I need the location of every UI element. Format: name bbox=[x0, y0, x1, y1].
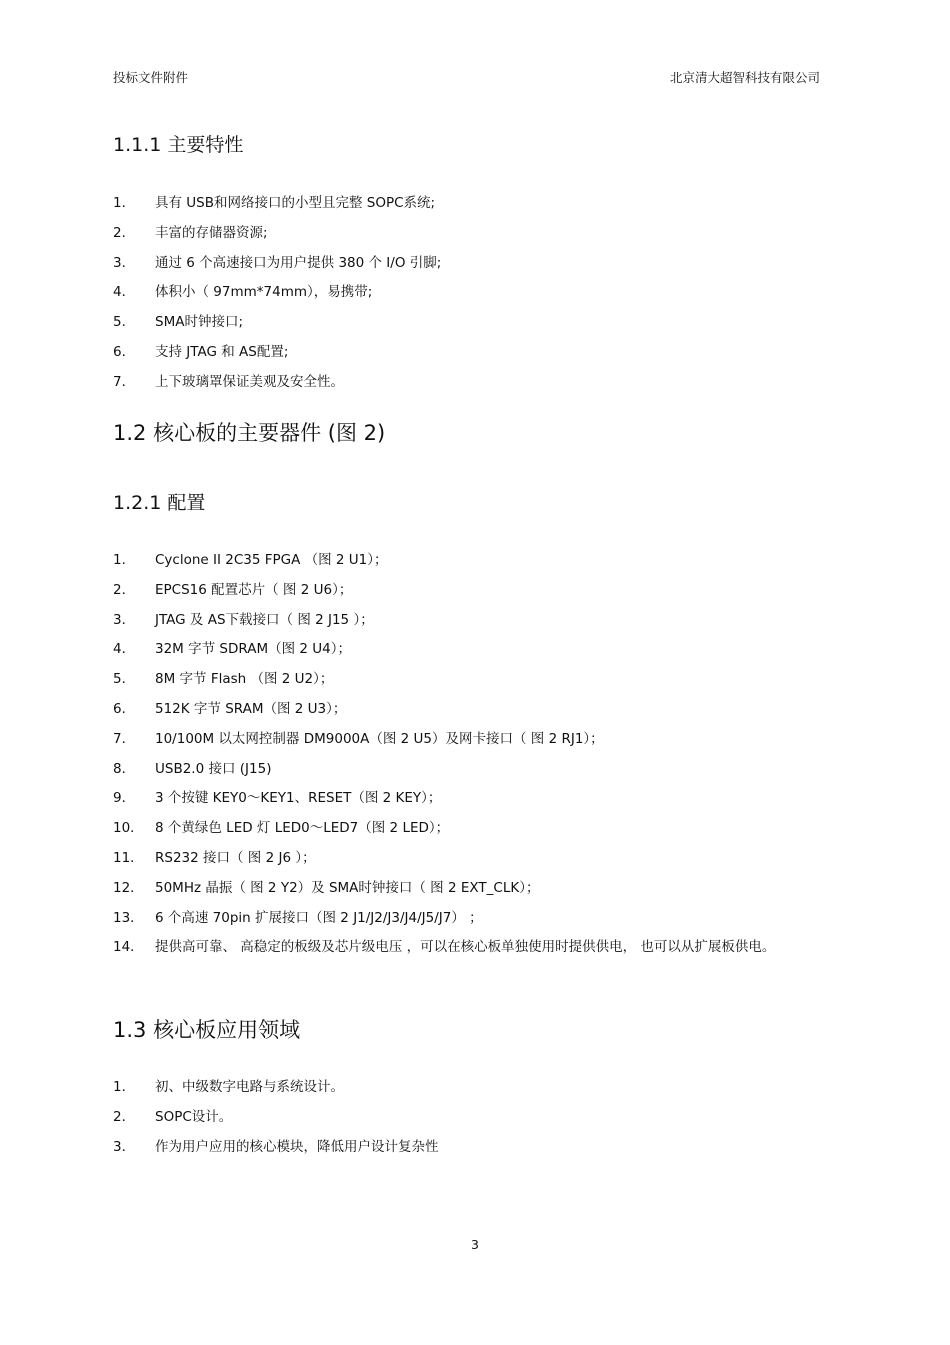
item-number: 1． bbox=[113, 195, 136, 211]
list-item bbox=[113, 308, 833, 338]
item-number: 3． bbox=[113, 254, 136, 271]
item-text: 通过 6 个高速接口为用户提供 380 个 I/O 引脚; bbox=[155, 254, 442, 271]
list-item bbox=[113, 278, 833, 308]
list-item bbox=[113, 784, 833, 814]
section-1-1-1-title: 1.1.1 主要特性 bbox=[113, 134, 244, 156]
item-text: 32M 字节 SDRAM（图 2 U4）； bbox=[155, 641, 351, 658]
item-number: 8． bbox=[113, 760, 136, 777]
item-number: 11． bbox=[113, 849, 144, 866]
list-item bbox=[113, 219, 833, 249]
item-text: 3 个按键 KEY0～KEY1、RESET（图 2 KEY）； bbox=[155, 790, 442, 807]
item-text: 作为用户应用的核心模块，降低用户设计复杂性 bbox=[155, 1138, 439, 1155]
item-text: SMA时钟接口; bbox=[155, 314, 244, 331]
item-text: 6 个高速 70pin 扩展接口（图 2 J1/J2/J3/J4/J5/J7） ； bbox=[155, 909, 483, 926]
item-number: 2． bbox=[113, 224, 136, 241]
section-1-3-title: 1.3 核心板应用领域 bbox=[113, 1018, 301, 1042]
item-number: 4． bbox=[113, 284, 136, 301]
item-text: 支持 JTAG 和 AS配置; bbox=[155, 343, 289, 360]
list-item bbox=[113, 814, 833, 844]
list-item bbox=[113, 933, 833, 963]
item-text: 提供高可靠、 高稳定的板级及芯片级电压 ，可以在核心板单独使用时提供供电， 也可以从扩展板供电。 bbox=[155, 939, 776, 956]
page-number: 3 bbox=[471, 1237, 479, 1252]
item-text: SOPC设计。 bbox=[155, 1108, 233, 1125]
item-number: 3． bbox=[113, 611, 136, 628]
item-text: 丰富的存储器资源; bbox=[155, 224, 268, 241]
list-item bbox=[113, 338, 833, 368]
list-item bbox=[113, 189, 833, 219]
item-number: 1． bbox=[113, 552, 136, 568]
item-number: 3． bbox=[113, 1138, 136, 1155]
item-text: USB2.0 接口 (J15) bbox=[155, 760, 272, 777]
item-number: 7． bbox=[113, 373, 136, 390]
item-text: 50MHz 晶振（ 图 2 Y2）及 SMA时钟接口（ 图 2 EXT_CLK）； bbox=[155, 879, 540, 896]
item-number: 5． bbox=[113, 671, 136, 688]
item-number: 12． bbox=[113, 879, 144, 896]
item-number: 7． bbox=[113, 730, 136, 747]
item-number: 4． bbox=[113, 641, 136, 658]
item-text: 上下玻璃罩保证美观及安全性。 bbox=[155, 373, 344, 390]
item-text: 具有 USB和网络接口的小型且完整 SOPC系统; bbox=[155, 195, 436, 211]
config-list bbox=[113, 546, 833, 963]
item-text: EPCS16 配置芯片（ 图 2 U6）； bbox=[155, 581, 353, 598]
header-right-text: 北京清大超智科技有限公司 bbox=[669, 70, 820, 85]
list-item bbox=[113, 576, 833, 606]
list-item bbox=[113, 635, 833, 665]
list-item bbox=[113, 844, 833, 874]
item-number: 13． bbox=[113, 909, 144, 926]
item-text: Cyclone II 2C35 FPGA （图 2 U1）； bbox=[155, 552, 388, 568]
item-number: 2． bbox=[113, 581, 136, 598]
list-item bbox=[113, 695, 833, 725]
item-number: 2． bbox=[113, 1108, 136, 1125]
application-list bbox=[113, 1073, 833, 1162]
item-number: 1． bbox=[113, 1079, 136, 1095]
item-text: 512K 字节 SRAM（图 2 U3）； bbox=[155, 700, 347, 717]
item-number: 10． bbox=[113, 820, 144, 837]
list-item bbox=[113, 874, 833, 904]
list-item bbox=[113, 249, 833, 279]
list-item bbox=[113, 546, 833, 576]
item-text: JTAG 及 AS下载接口（ 图 2 J15 ）； bbox=[155, 611, 374, 628]
item-text: 体积小（ 97mm*74mm），易携带; bbox=[155, 284, 373, 301]
list-item bbox=[113, 904, 833, 934]
list-item bbox=[113, 1103, 833, 1133]
list-item bbox=[113, 606, 833, 636]
item-text: RS232 接口（ 图 2 J6 ）； bbox=[155, 849, 316, 866]
section-1-2-title: 1.2 核心板的主要器件 (图 2) bbox=[113, 421, 386, 445]
list-item bbox=[113, 755, 833, 785]
item-number: 14． bbox=[113, 939, 144, 956]
item-text: 8M 字节 Flash （图 2 U2）； bbox=[155, 671, 334, 688]
list-item bbox=[113, 368, 833, 398]
list-item bbox=[113, 725, 833, 755]
item-text: 10/100M 以太网控制器 DM9000A（图 2 U5）及网卡接口（ 图 2 RJ1）； bbox=[155, 730, 604, 747]
list-item bbox=[113, 1073, 833, 1103]
item-number: 6． bbox=[113, 700, 136, 717]
item-number: 5． bbox=[113, 314, 136, 331]
list-item bbox=[113, 1133, 833, 1163]
item-text: 8 个黄绿色 LED 灯 LED0～LED7（图 2 LED）； bbox=[155, 820, 450, 837]
header-left-text: 投标文件附件 bbox=[113, 70, 189, 85]
item-number: 9． bbox=[113, 790, 136, 807]
section-1-2-1-title: 1.2.1 配置 bbox=[113, 492, 206, 514]
item-text: 初、中级数字电路与系统设计。 bbox=[155, 1079, 344, 1095]
item-number: 6． bbox=[113, 343, 136, 360]
list-item bbox=[113, 665, 833, 695]
feature-list bbox=[113, 189, 833, 398]
